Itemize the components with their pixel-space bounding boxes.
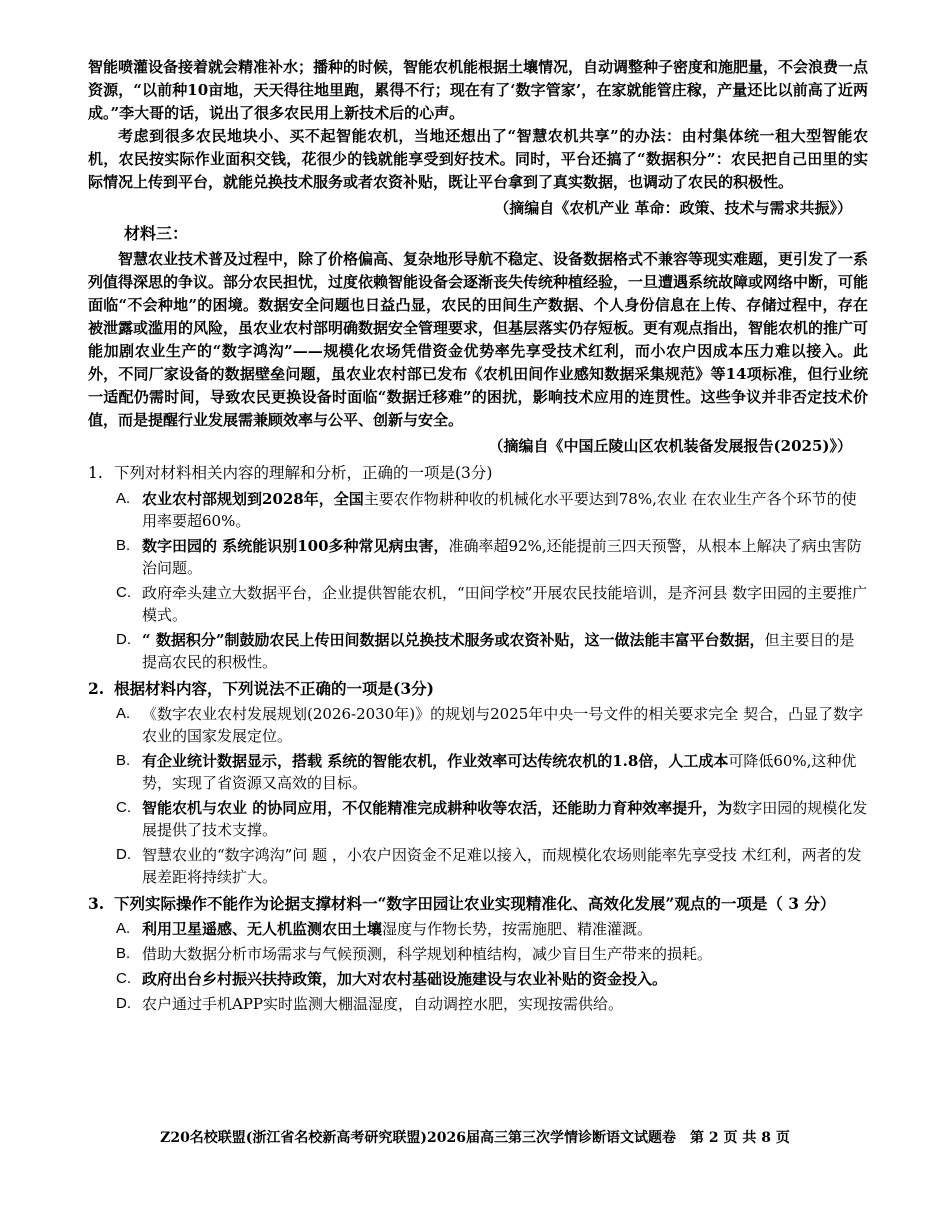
option-1-b — [116, 535, 868, 579]
option-letter: C. — [116, 584, 131, 601]
option-1-a — [116, 488, 868, 532]
option-text — [142, 535, 868, 579]
option-text-bold: 农业农村部规划到2028年，全国 — [142, 490, 364, 508]
option-letter: D. — [116, 631, 131, 648]
option-letter: A. — [116, 490, 131, 507]
passage2-paragraph-2: 考虑到很多农民地块小、买不起智能农机，当地还想出了“智慧农机共享”的办法：由村集体统一租大型智能农机，农民按实际作业面积交钱，花很少的钱就能享受到好技术。同时，平台还搞了“数据积分”：农民把自己田里的实际情况上传到平台，就能兑换技术服务或者农资补贴，既让平台拿到了真实数据，也调动了农民的积极性。 — [88, 127, 868, 191]
option-2-c — [116, 797, 868, 841]
option-text — [142, 844, 868, 888]
option-text-bold: 有企业统计数据显示，搭载 系统的智能农机，作业效率可达传统农机的1.8倍，人工成本 — [142, 752, 729, 770]
passage3-source: （摘编自《中国丘陵山区农机装备发展报告(2025)》） — [488, 437, 852, 455]
question-number: 2. — [88, 679, 105, 698]
question-1 — [88, 462, 868, 485]
option-text-bold: 政府出台乡村振兴扶持政策，加大对农村基础设施建设与农业补贴的资金投入。 — [142, 970, 668, 988]
option-text-regular: 《数字农业农村发展规划(2026-2030年)》的规划与2025年中央一号文件的相关要求完全 契合，凸显了数字农业的国家发展定位。 — [142, 705, 864, 745]
question-3 — [88, 892, 868, 915]
option-letter: B. — [116, 537, 131, 554]
option-text — [142, 993, 868, 1015]
option-text-regular: 智慧农业的“数字鸿沟”问 题 ，小农户因资金不足难以接入，而规模化农场则能率先享受技 术红利，两者的发展差距将持续扩大。 — [142, 846, 862, 886]
option-text-regular: 借助大数据分析市场需求与气候预测，科学规划种植结构，减少盲目生产带来的损耗。 — [142, 945, 713, 963]
option-3-d — [116, 993, 868, 1015]
passage2-paragraph-1: 智能喷灌设备接着就会精准补水；播种的时候，智能农机能根据土壤情况，自动调整种子密度和施肥量，不会浪费一点资源，“以前种10亩地，天天得往地里跑，累得不行；现在有了‘数字管家’，在家就能管庄稼，产量还比以前高了近两成。”李大哥的话，说出了很多农民用上新技术后的心声。 — [88, 58, 869, 122]
passage3-paragraph-1: 智慧农业技术普及过程中，除了价格偏高、复杂地形导航不稳定、设备数据格式不兼容等现实难题，更引发了一系列值得深思的争议。部分农民担忧，过度依赖智能设备会逐渐丧失传统种植经验，一旦遭遇系统故障或网络中断，可能面临“不会种地”的困境。数据安全问题也日益凸显，农民的田间生产数据、个人身份信息在上传、存储过程中，存在被泄露或滥用的风险，虽农业农村部明确数据安全管理要求，但基层落实仍存短板。更有观点指出，智能农机的推广可能加剧农业生产的“数字鸿沟”——规模化农场凭借资金优势率先享受技术红利，而小农户因成本压力难以接入。此外，不同厂家设备的数据壁垒问题，虽农业农村部已发布《农机田间作业感知数据采集规范》等14项标准，但行业统一适配仍需时间，导致农民更换设备时面临“数据迁移难”的困扰，影响技术应用的连贯性。这些争议并非否定技术价值，而是提醒行业发展需兼顾效率与公平、创新与安全。 — [88, 250, 869, 429]
question-list — [88, 462, 868, 1015]
option-3-b — [116, 943, 868, 965]
option-letter: B. — [116, 752, 131, 769]
option-text-regular: 农户通过手机APP实时监测大棚温湿度，自动调控水肥，实现按需供给。 — [142, 995, 624, 1013]
option-text — [142, 918, 868, 940]
option-text — [142, 488, 868, 532]
question-2 — [88, 677, 868, 700]
option-text-regular: 可降低60%,这种优势，实现了省资源又高效的目标。 — [142, 752, 857, 792]
material-3-heading: 材料三： — [124, 224, 189, 243]
option-text-bold: 数字田园的 系统能识别100多种常见病虫害， — [142, 537, 449, 555]
page-footer: Z20名校联盟(浙江省名校新高考研究联盟)2026届高三第三次学情诊断语文试题卷 第 2 页 共 8 页 — [160, 1130, 790, 1146]
option-text — [142, 943, 868, 965]
option-text-bold: “ 数据积分”制鼓励农民上传田间数据以兑换技术服务或农资补贴，这一做法能丰富平台数据， — [142, 631, 765, 649]
option-letter: B. — [116, 945, 131, 962]
option-text-bold: 智能农机与农业 的协同应用，不仅能精准完成耕种收等农活，还能助力育种效率提升，为 — [142, 799, 733, 817]
option-text — [142, 797, 868, 841]
exam-page — [88, 56, 868, 1015]
option-text-regular: 但主要目的是提高农民的积极性。 — [142, 631, 855, 671]
option-text-regular: 政府牵头建立大数据平台，企业提供智能农机，“田间学校”开展农民技能培训，是齐河县 数字田园的主要推广模式。 — [142, 584, 868, 624]
option-text — [142, 629, 868, 673]
option-letter: C. — [116, 970, 131, 987]
question-stem: 根据材料内容，下列说法不正确的一项是(3分) — [114, 679, 434, 698]
option-letter: A. — [116, 920, 131, 937]
option-text — [142, 750, 868, 794]
passage2-source: （摘编自《农机产业 革命：政策、技术与需求共振》） — [494, 199, 852, 217]
question-stem: 下列对材料相关内容的理解和分析，正确的一项是(3分) — [114, 464, 493, 482]
option-letter: D. — [116, 846, 131, 863]
option-text-regular: 准确率超92%,还能提前三四天预警，从根本上解决了病虫害防治问题。 — [142, 537, 862, 577]
option-3-a — [116, 918, 868, 940]
option-text-bold: 利用卫星遥感、无人机监测农田土壤 — [142, 920, 383, 938]
option-1-d — [116, 629, 868, 673]
option-text-regular: 主要农作物耕种收的机械化水平要达到78%,农业 在农业生产各个环节的使用率要超60%。 — [142, 490, 857, 530]
option-letter: A. — [116, 705, 131, 722]
option-2-a — [116, 703, 868, 747]
option-text-regular: 湿度与作物长势，按需施肥、精准灌溉。 — [382, 920, 653, 938]
option-1-c — [116, 582, 868, 626]
option-text — [142, 582, 868, 626]
option-2-d — [116, 844, 868, 888]
question-number: 1. — [88, 464, 103, 482]
option-text — [142, 968, 868, 990]
question-number: 3. — [88, 894, 105, 913]
option-letter: C. — [116, 799, 131, 816]
question-stem: 下列实际操作不能作为论据支撑材料一“数字田园让农业实现精准化、高效化发展”观点的一项是（ 3 分） — [114, 894, 836, 913]
option-text-regular: 数字田园的规模化发展提供了技术支撑。 — [142, 799, 868, 839]
option-text — [142, 703, 868, 747]
option-letter: D. — [116, 995, 131, 1012]
option-3-c — [116, 968, 868, 990]
option-2-b — [116, 750, 868, 794]
